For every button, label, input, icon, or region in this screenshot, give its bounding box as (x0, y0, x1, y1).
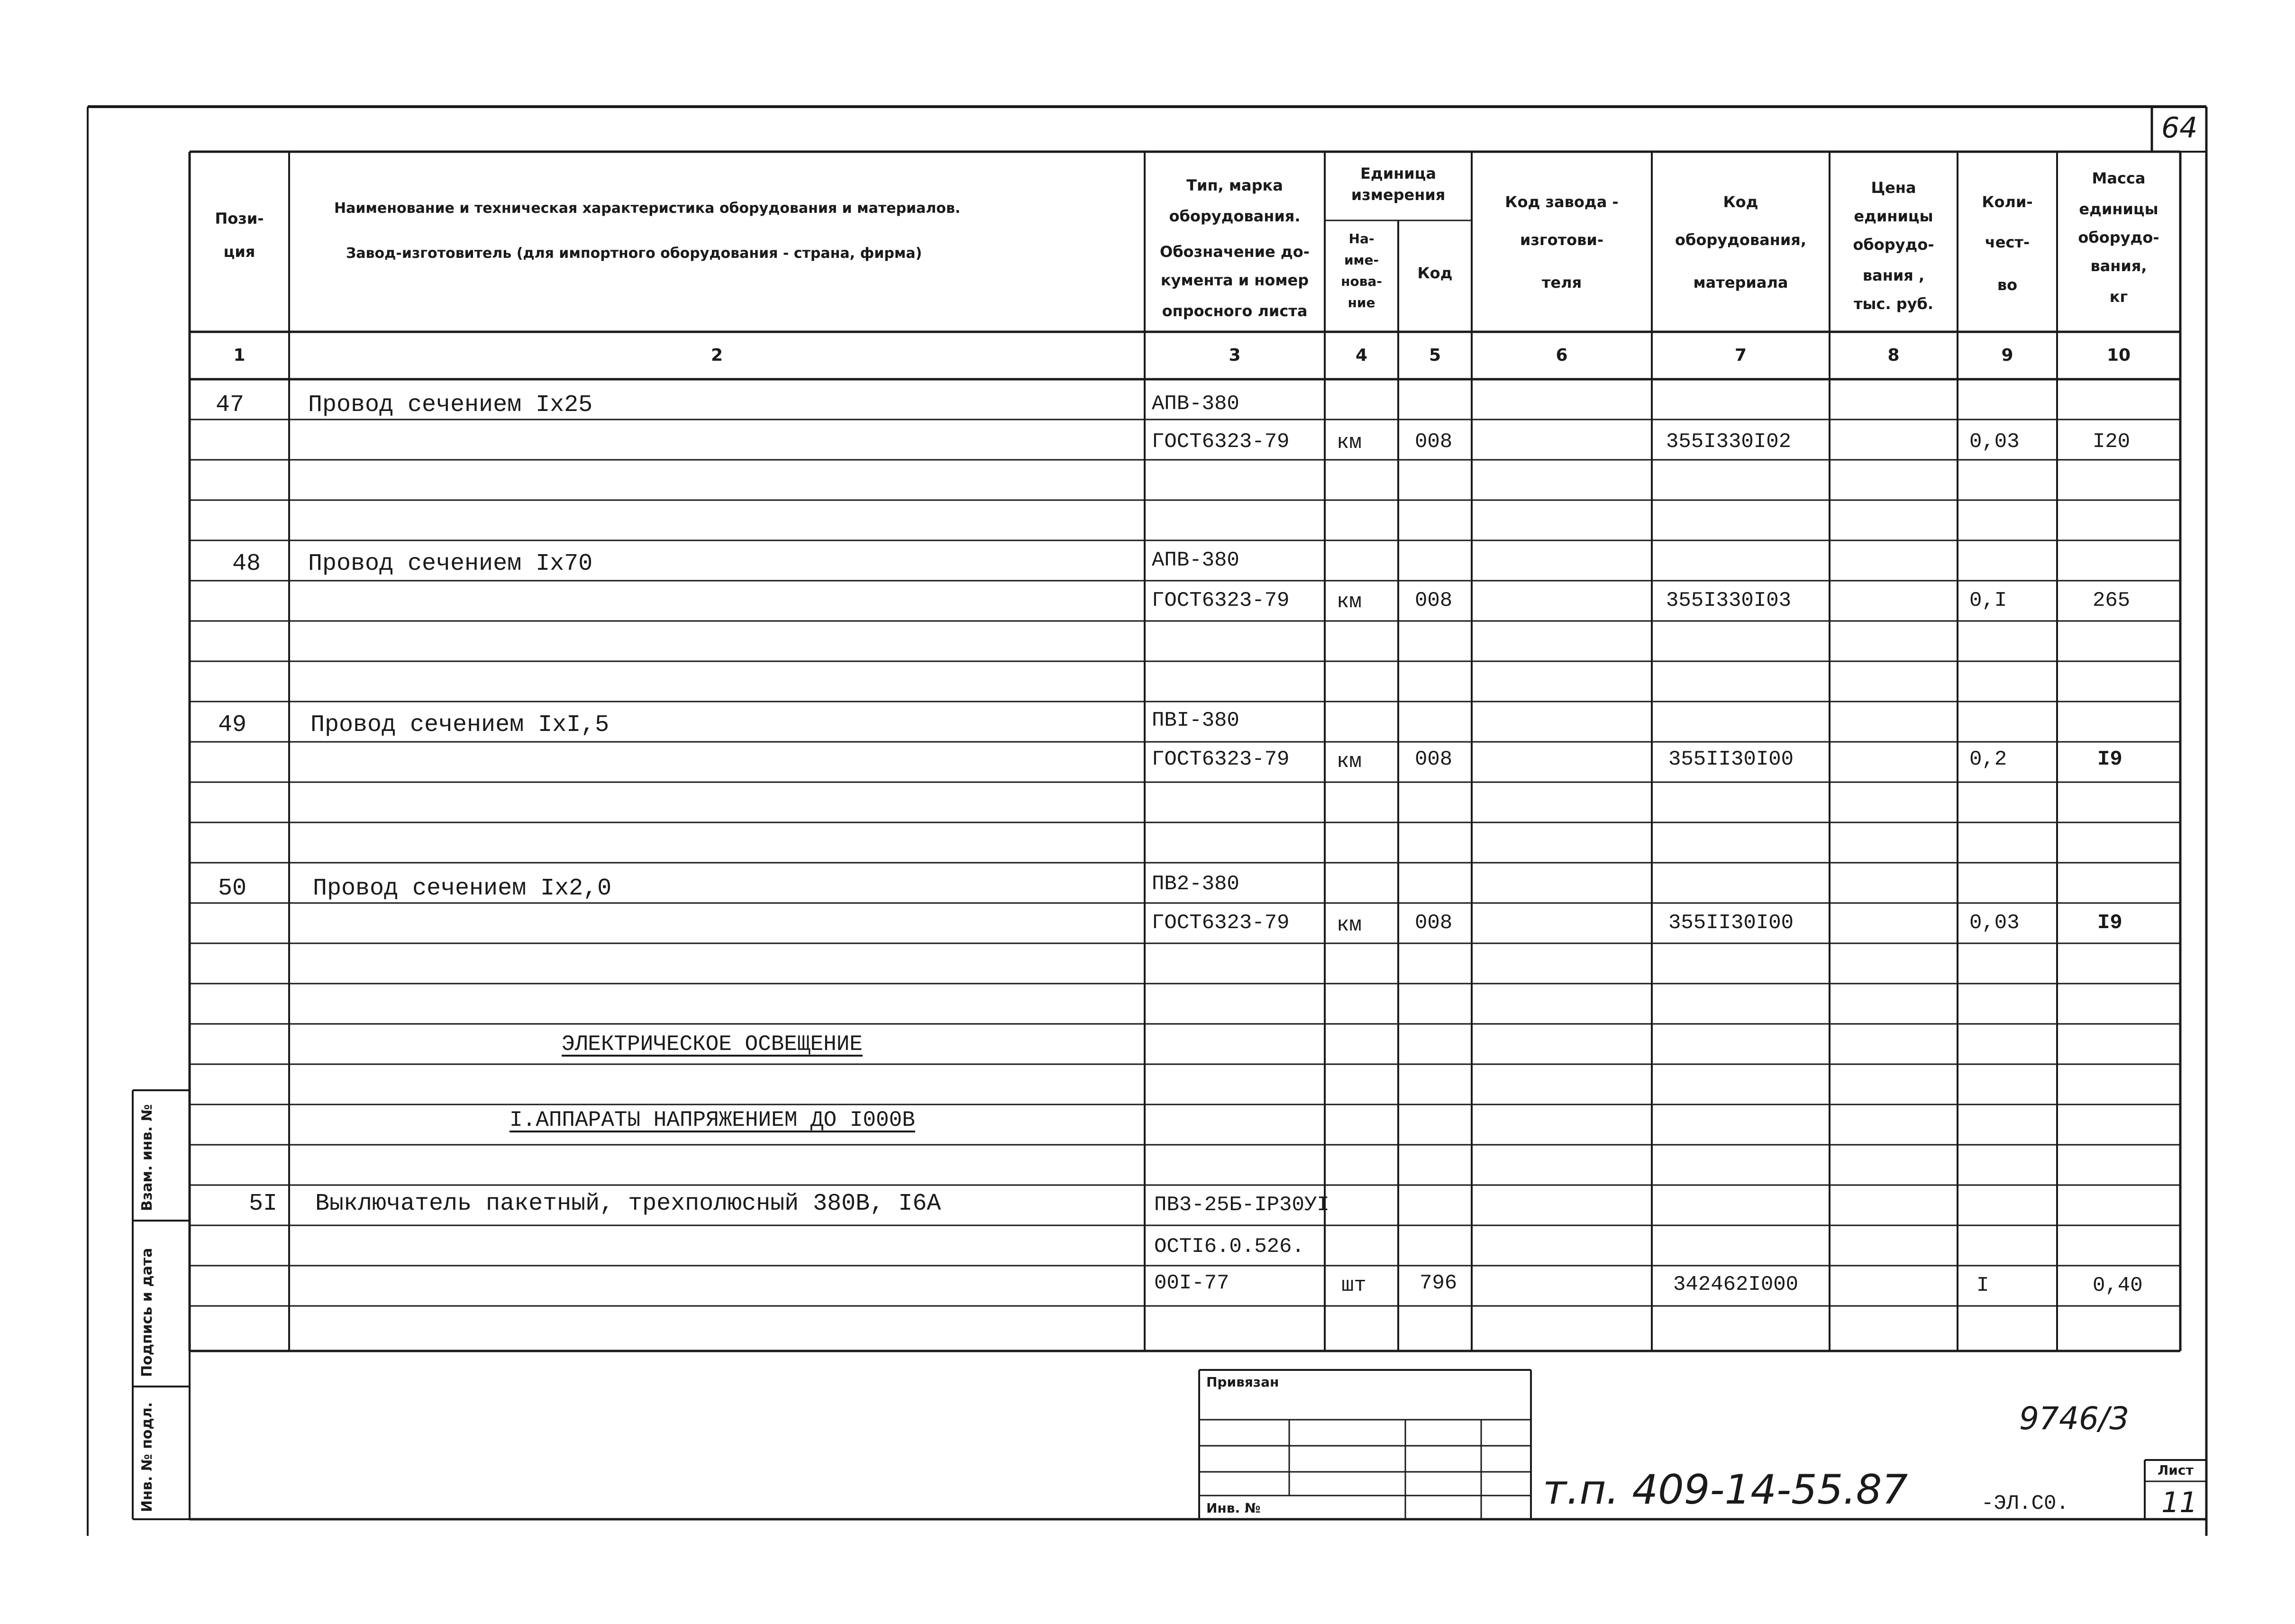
stamp-designation: т.п. 409-14-55.87 (1543, 1466, 1908, 1514)
row-quantity: I (1976, 1274, 1989, 1297)
row-quantity: 0,03 (1969, 430, 2020, 454)
row-quantity: 0,03 (1969, 911, 2020, 935)
row-position: 49 (218, 712, 247, 739)
side-label-signature-date: Подпись и дата (139, 1248, 155, 1377)
stamp-sheet-number: 11 (2161, 1486, 2198, 1519)
side-label-original-inv: Инв. № подл. (139, 1402, 155, 1512)
stamp-handwritten-code: 9746/3 (2019, 1400, 2130, 1437)
header-unit-code: Код (1417, 264, 1453, 282)
header-quantity-line3: во (1997, 276, 2018, 294)
row-quantity: 0,I (1969, 589, 2007, 612)
column-number: 3 (1229, 346, 1241, 365)
column-number: 6 (1556, 346, 1568, 365)
row-unit-code: 008 (1415, 748, 1453, 771)
row-position: 47 (216, 392, 245, 419)
column-number: 10 (2106, 346, 2131, 365)
column-number: 9 (2001, 346, 2013, 365)
header-quantity-line1: Коли- (1982, 193, 2033, 211)
header-price-line5: тыс. руб. (1853, 295, 1933, 313)
row-name: Выключатель пакетный, трехполюсный 380В, I6А (315, 1190, 941, 1217)
column-number: 7 (1734, 346, 1747, 365)
row-doc: ГОСТ6323-79 (1152, 589, 1290, 612)
header-factory-code-line3: теля (1541, 274, 1582, 292)
header-unit-group-line2: измерения (1351, 186, 1446, 204)
column-number: 1 (233, 346, 246, 365)
header-price-line4: вания , (1862, 266, 1925, 284)
row-unit-code: 008 (1415, 430, 1453, 454)
row-unit: км (1337, 750, 1362, 774)
header-equipment-code-line2: оборудования, (1675, 231, 1806, 249)
row-doc: ГОСТ6323-79 (1152, 748, 1290, 771)
row-type: АПВ-380 (1152, 392, 1239, 416)
header-price-line1: Цена (1871, 179, 1916, 197)
row-name: Провод сечением Iх70 (308, 550, 593, 577)
header-price-line2: единицы (1854, 207, 1933, 225)
header-name-line2: Завод-изготовитель (для импортного оборудования - страна, фирма) (346, 245, 922, 262)
row-unit-code: 796 (1420, 1271, 1457, 1295)
header-factory-code-line1: Код завода - (1505, 193, 1619, 211)
row-type: ПВ3-25Б-IР30УI (1154, 1193, 1330, 1217)
stamp-doc-code: -ЭЛ.С0. (1981, 1492, 2069, 1515)
header-type-line2: оборудования. (1169, 207, 1301, 225)
header-type-line1: Тип, марка (1186, 176, 1283, 194)
row-unit: км (1337, 913, 1362, 937)
header-mass-line4: вания, (2090, 257, 2147, 275)
row-unit: км (1337, 590, 1362, 614)
row-mass: I20 (2093, 430, 2131, 454)
row-unit: км (1337, 431, 1362, 455)
header-position-line1: Пози- (215, 210, 264, 228)
row-quantity: 0,2 (1969, 748, 2007, 771)
header-type-line4: кумента и номер (1160, 271, 1309, 289)
row-name: Провод сечением Iх25 (308, 392, 593, 419)
subsection-title: I.АППАРАТЫ НАПРЯЖЕНИЕМ ДО I000В (510, 1108, 915, 1132)
row-doc-line2: 00I-77 (1154, 1271, 1229, 1295)
header-quantity-line2: чест- (1985, 233, 2030, 251)
row-type: ПВI-380 (1152, 709, 1239, 732)
header-type-line3: Обозначение до- (1160, 243, 1310, 261)
header-unit-name-line3: нова- (1341, 274, 1382, 289)
row-position: 50 (218, 875, 247, 902)
row-doc-line1: ОСТI6.0.526. (1154, 1235, 1304, 1259)
row-doc: ГОСТ6323-79 (1152, 430, 1290, 454)
header-mass-line5: кг (2109, 288, 2128, 306)
row-position: 5I (249, 1190, 278, 1217)
row-name: Провод сечением Iх2,0 (313, 875, 612, 902)
row-doc: ГОСТ6323-79 (1152, 911, 1290, 935)
column-number: 4 (1355, 346, 1368, 365)
row-unit: шт (1341, 1274, 1366, 1297)
stamp-inv-number: Инв. № (1206, 1500, 1261, 1516)
row-unit-code: 008 (1415, 589, 1453, 612)
header-mass-line3: оборудо- (2078, 228, 2159, 246)
row-mass: 0,40 (2093, 1274, 2143, 1297)
header-name-line1: Наименование и техническая характеристика оборудования и материалов. (334, 200, 961, 217)
section-title: ЭЛЕКТРИЧЕСКОЕ ОСВЕЩЕНИЕ (562, 1032, 863, 1057)
header-mass-line2: единицы (2079, 200, 2158, 218)
header-equipment-code-line1: Код (1723, 193, 1758, 211)
row-equipment-code: 355II30I00 (1668, 911, 1794, 935)
header-position-line2: ция (223, 243, 255, 261)
row-name: Провод сечением IхI,5 (310, 712, 610, 739)
row-unit-code: 008 (1415, 911, 1453, 935)
column-number: 2 (710, 346, 723, 365)
row-mass: I9 (2097, 911, 2122, 935)
header-unit-name-line1: На- (1348, 231, 1375, 246)
side-label-replaced-inv: Взам. инв. № (139, 1104, 155, 1211)
header-equipment-code-line3: материала (1693, 274, 1788, 292)
header-mass-line1: Масса (2092, 169, 2146, 187)
row-equipment-code: 355II30I00 (1668, 748, 1794, 771)
sheet-number-top: 64 (2161, 111, 2198, 145)
row-mass: 265 (2093, 589, 2131, 612)
row-mass: I9 (2097, 748, 2122, 771)
row-position: 48 (232, 550, 261, 577)
header-factory-code-line2: изготови- (1520, 231, 1604, 249)
header-unit-name-line4: ние (1348, 295, 1375, 310)
header-price-line3: оборудо- (1853, 236, 1934, 254)
row-equipment-code: 342462I000 (1673, 1273, 1799, 1296)
row-type: ПВ2-380 (1152, 872, 1239, 896)
row-type: АПВ-380 (1152, 548, 1239, 572)
column-number: 5 (1429, 346, 1441, 365)
stamp-privyazan: Привязан (1206, 1374, 1279, 1390)
header-type-line5: опросного листа (1162, 302, 1308, 320)
column-number: 8 (1887, 346, 1900, 365)
stamp-sheet-label: Лист (2158, 1462, 2194, 1478)
row-equipment-code: 355I330I03 (1666, 589, 1792, 612)
row-equipment-code: 355I330I02 (1666, 430, 1792, 454)
header-unit-name-line2: име- (1344, 252, 1379, 268)
header-unit-group-line1: Единица (1360, 164, 1436, 182)
